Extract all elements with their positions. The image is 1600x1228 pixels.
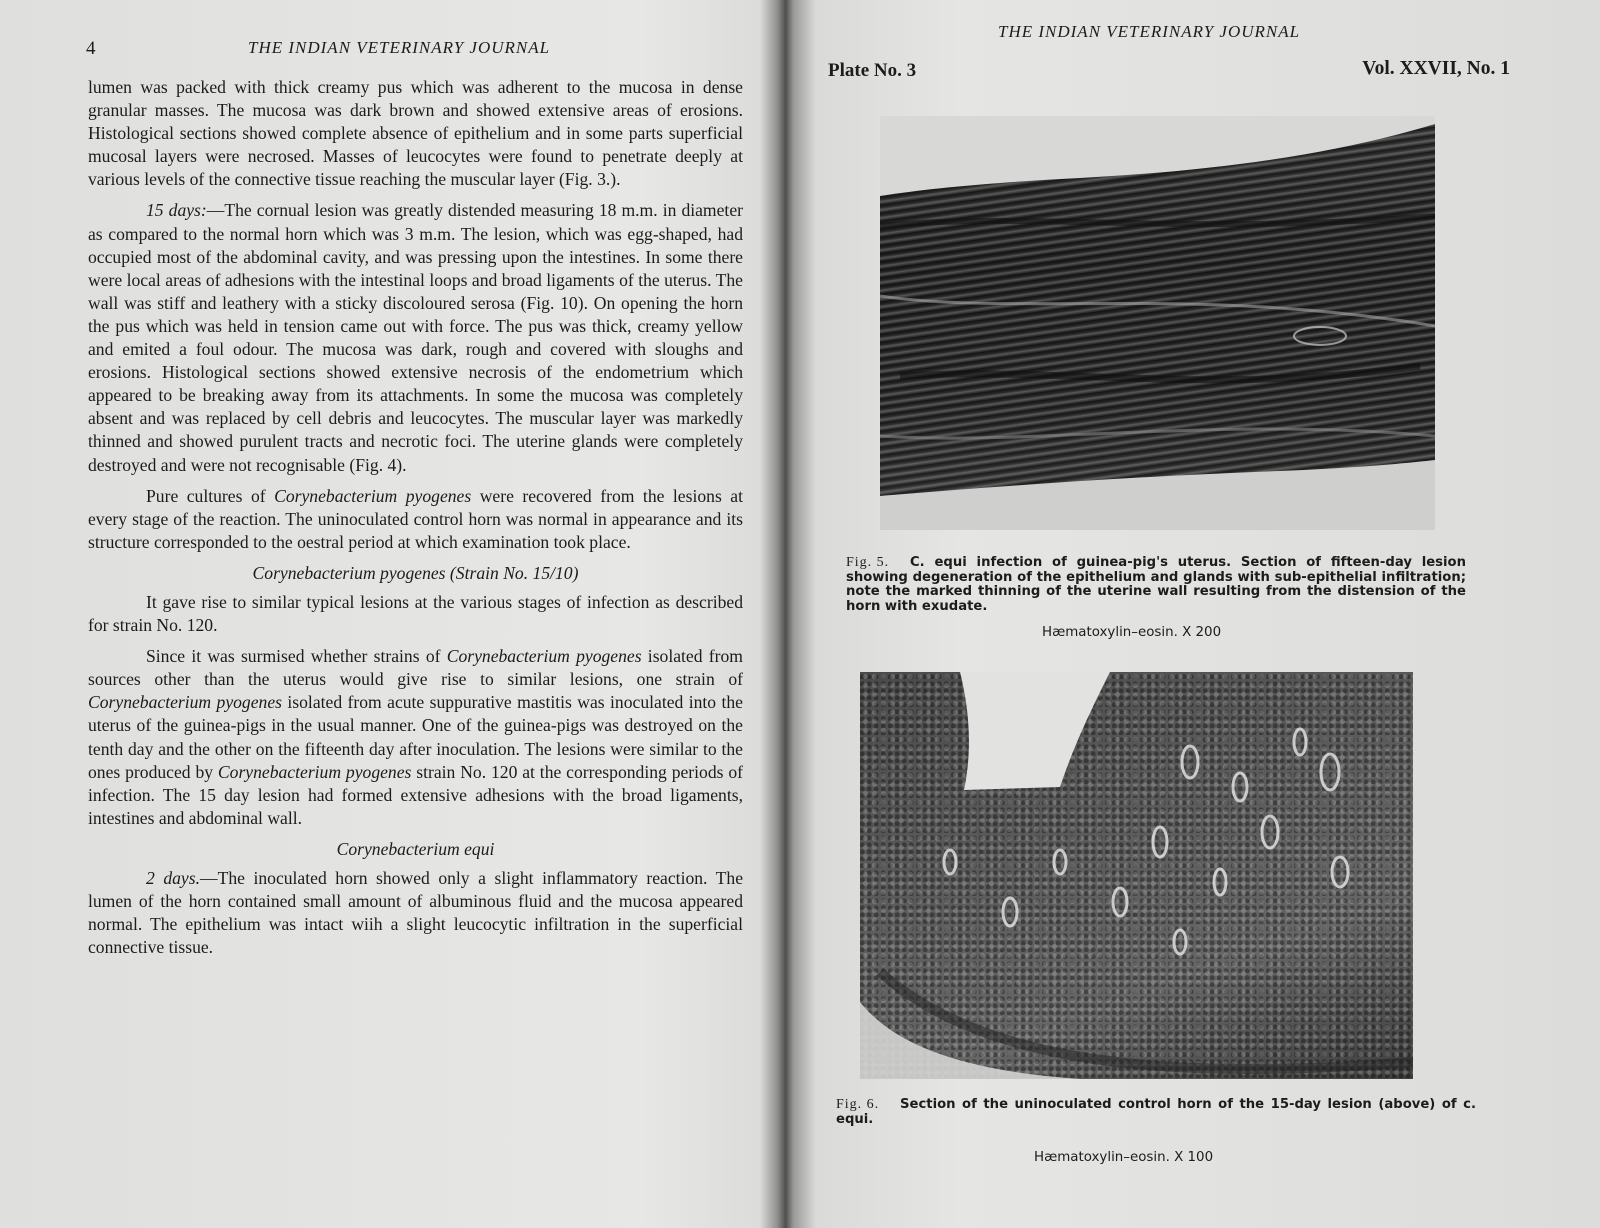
figure-6-micrograph bbox=[860, 672, 1413, 1079]
running-head-left: THE INDIAN VETERINARY JOURNAL bbox=[248, 38, 551, 57]
text-run: isolated from acute suppurative mastitis was inoculated into the uterus of the guinea-pigs in the usual manner. One of the guinea-pigs was destroyed on the tenth day and the other on the fifteenth day after inoculation. The lesions were similar to the ones produced by bbox=[88, 692, 743, 782]
species-name: Corynebacterium equi bbox=[336, 838, 495, 859]
right-page bbox=[790, 0, 1600, 1228]
paragraph-similar-lesions: It gave rise to similar typical lesions at the various stages of infection as described for strain No. 120. bbox=[88, 591, 743, 636]
species-name: Corynebacterium pyogenes bbox=[446, 646, 642, 667]
paragraph-2-days bbox=[88, 867, 743, 959]
figure-5-micrograph bbox=[880, 116, 1435, 530]
serosa-edge bbox=[880, 460, 1435, 530]
text-run: were recovered from the lesions at every stage of the reaction. The uninoculated control horn was normal in appearance and its structure corresponded to the oestral period at which examination took place. bbox=[88, 485, 743, 552]
figure-5-caption bbox=[846, 556, 1466, 614]
text-run: isolated from sources other than the uterus would give rise to similar lesions, one strain of bbox=[88, 646, 743, 690]
species-name: Corynebacterium pyogenes bbox=[252, 562, 446, 583]
left-body-text bbox=[88, 76, 743, 967]
text-run: Pure cultures of bbox=[146, 485, 275, 506]
text-run: strain No. 120 at the corresponding periods of infection. The 15 day lesion had formed extensive adhesions with the broad ligaments, intestines and abdominal wall. bbox=[88, 761, 744, 828]
paragraph-lead: 2 days. bbox=[146, 868, 200, 888]
figure-6-caption bbox=[836, 1098, 1476, 1127]
paragraph-1: lumen was packed with thick creamy pus which was adherent to the mucosa in dense granular masses. The mucosa was dark brown and showed extensive areas of erosions. Histological sections showed complete absence of epithelium and in some parts superficial mucosal layers were necrosed. Masses of leucocytes were found to penetrate deeply at various levels of the connective tissue reaching the muscular layer (Fig. 3.). bbox=[88, 77, 743, 190]
lumen-area bbox=[960, 672, 1110, 790]
caption-text: Section of the uninoculated control horn of the 15-day lesion (above) of c. equi. bbox=[836, 1097, 1476, 1127]
page-number: 4 bbox=[86, 38, 96, 59]
running-head-right: THE INDIAN VETERINARY JOURNAL bbox=[998, 22, 1301, 41]
text-run: Since it was surmised whether strains of bbox=[146, 646, 447, 667]
volume-label: Vol. XXVII, No. 1 bbox=[1362, 58, 1510, 79]
caption-text: C. equi infection of guinea-pig's uterus. Section of fifteen-day lesion showing degeneration of the epithelium and glands with sub-epithelial infiltration; note the marked thinning of the uterine wall resulting from the distension of the horn with exudate. bbox=[846, 555, 1466, 614]
paragraph-body: —The cornual lesion was greatly distended measuring 18 m.m. in diameter as compared to the normal horn which was 3 m.m. The lesion, which was egg-shaped, had occupied most of the abdominal cavity, and was pressing upon the intestines. In some there were local areas of adhesions with the intestinal loops and broad ligaments of the uterus. The wall was stiff and leathery with a sticky discoloured serosa (Fig. 10). On opening the horn the pus which was held in tension came out with force. The pus was thick, creamy yellow and emited a foul odour. The mucosa was dark, rough and covered with sloughs and erosions. Histological sections showed extensive necrosis of the endometrium which appeared to be breaking away from its attachments. In some the mucosa was completely absent and was replaced by cell debris and leucocytes. The muscular layer was markedly thinned and showed purulent tracts and necrotic foci. The uterine glands were completely destroyed and were not recognisable (Fig. 4). bbox=[88, 200, 743, 475]
paragraph-lead: 15 days: bbox=[146, 200, 207, 221]
paragraph-body: —The inoculated horn showed only a slight inflammatory reaction. The lumen of the horn contained small amount of albuminous fluid and the mucosa appeared normal. The epithelium was intact wiih a slight leucocytic infiltration in the superficial connective tissue. bbox=[88, 868, 744, 958]
plate-label: Plate No. 3 bbox=[828, 60, 917, 81]
species-name: Corynebacterium pyogenes bbox=[88, 692, 282, 713]
species-name: Corynebacterium pyogenes bbox=[274, 485, 472, 506]
micrograph-5-texture bbox=[880, 116, 1435, 530]
lumen-area bbox=[880, 116, 1435, 196]
left-page bbox=[0, 0, 770, 1228]
paragraph-surmised bbox=[88, 645, 743, 830]
figure-5-stain: Hæmatoxylin–eosin. X 200 bbox=[1042, 625, 1222, 640]
text-run: (Strain No. 15/10) bbox=[445, 562, 579, 583]
subheading-equi bbox=[88, 838, 743, 861]
micrograph-6-texture bbox=[860, 672, 1413, 1079]
paragraph-pure-cultures bbox=[88, 485, 743, 554]
subheading-strain bbox=[88, 562, 743, 585]
figure-label: Fig. 6. bbox=[836, 1097, 880, 1112]
paragraph-15-days bbox=[88, 199, 743, 476]
figure-label: Fig. 5. bbox=[846, 555, 890, 570]
figure-6-stain: Hæmatoxylin–eosin. X 100 bbox=[1034, 1150, 1214, 1165]
species-name: Corynebacterium pyogenes bbox=[217, 761, 412, 782]
